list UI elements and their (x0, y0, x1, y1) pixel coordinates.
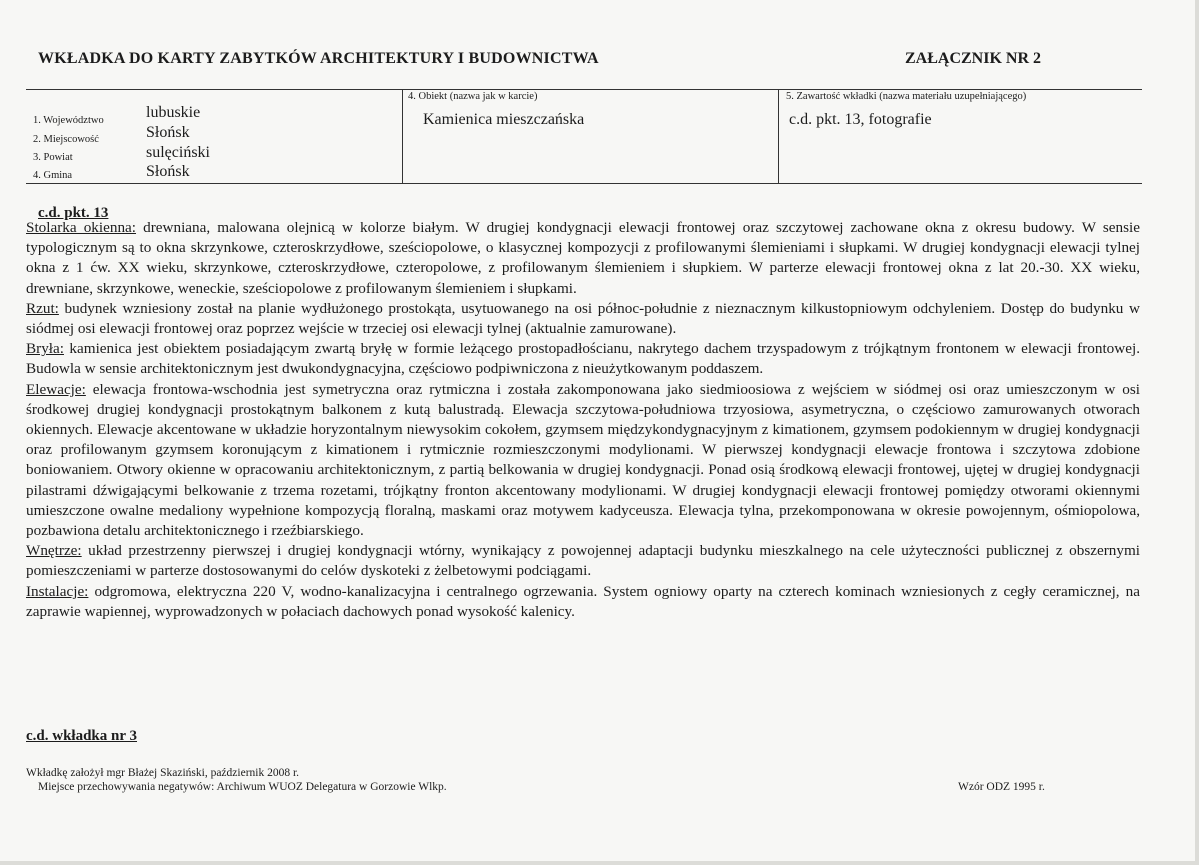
field-label-voivodeship: 1. Województwo (33, 115, 104, 126)
header-box-bottom-rule (26, 183, 1142, 184)
content-box-label: 5. Zawartość wkładki (nazwa materiału uzupełniającego) (786, 91, 1027, 102)
paragraph-heading: Wnętrze: (26, 542, 82, 560)
paragraph-text: drewniana, malowana olejnicą w kolorze białym. W drugiej kondygnacji elewacji frontowej oraz szczytowej zachowane okna z okresu budowy. W sensie typologicznym są to okna skrzynkowe, czteroskrzydłowe, sześciopolowe, o klasycznej kompozycji z profilowanymi ślemieniami i słupkami. W drugiej kondygnacji elewacji tylnej okna z 1 ćw. XX wieku, skrzynkowe, czteroskrzydłowe, czteropolowe, z profilowanym ślemieniem i słupkiem. W parterze elewacji frontowej okna z lat 20.-30. XX wieku, drewniane, skrzynkowe, weneckie, sześciopolowe z profilowanym ślemieniem i słupkami. (26, 219, 1140, 297)
paragraph-plan (26, 299, 1140, 339)
paragraph-text: elewacja frontowa-wschodnia jest symetryczna oraz rytmiczna i została zakomponowana jako siedmioosiowa z wejściem w siódmej osi oraz umieszczonym w osi środkowej drugiej kondygnacji prostokątnym balkonem z kutą balustradą. Elewacja szczytowa-południowa trzyosiowa, asymetryczna, o częściowo zamurowanych otworach okiennych. Elewacje akcentowane w układzie horyzontalnym niewysokim cokołem, gzymsem międzykondygnacyjnym z kimationem, gzymsem podokiennym w drugiej kondygnacji oraz profilowanym gzymsem koronującym z kimationem i rytmicznie rozmieszczonymi modylionami. W pierwszej kondygnacji elewacje frontowa i szczytowa zdobione boniowaniem. Otwory okienne w opracowaniu architektonicznym, z partią belkowania w drugiej kondygnacji. Ponad osią środkową elewacji frontowej, ujętej w drugiej kondygnacji pilastrami dźwigającymi belkowanie z trzema rozetami, trójkątny fronton akcentowany modylionami. W drugiej kondygnacji elewacji frontowej pomiędzy otworami okiennymi umieszczone owalne medaliony wypełnione kompozycją floralną, maskami oraz motywem kadyceusza. Elewacja tylna, przekomponowana w okresie powojennym, ośmiopolowa, pozbawiona detalu architektonicznego i rzeźbiarskiego. (26, 380, 1140, 540)
section-heading: c.d. pkt. 13 (38, 205, 109, 221)
paragraph-heading: Bryła: (26, 340, 64, 358)
header-box-divider (402, 89, 403, 184)
paragraph-heading: Elewacje: (26, 380, 86, 398)
field-label-commune: 4. Gmina (33, 170, 73, 181)
field-value-commune: Słońsk (146, 163, 190, 180)
paragraph-heading: Stolarka okienna: (26, 219, 137, 236)
paragraph-interior (26, 541, 1140, 581)
paragraph-text: układ przestrzenny pierwszej i drugiej kondygnacji wtórny, wynikający z powojennej adaptacji budynku mieszkalnego na cele użyteczności publicznej z obszernymi pomieszczeniami w parterze dostosowanymi do celów dyskoteki z żelbetowymi podciągami. (26, 542, 1140, 580)
document-title: WKŁADKA DO KARTY ZABYTKÓW ARCHITEKTURY I BUDOWNICTWA (38, 50, 599, 67)
field-label-locality: 2. Miejscowość (33, 134, 99, 145)
header-box-divider (778, 89, 779, 184)
paragraph-text: budynek wzniesiony został na planie wydłużonego prostokąta, usytuowanego na osi północ-południe z nieznacznym kilkustopniowym odchyleniem. Dostęp do budynku w siódmej osi elewacji frontowej oraz poprzez wejście w trzeciej osi elewacji tylnej (aktualnie zamurowane). (26, 299, 1140, 338)
field-value-locality: Słońsk (146, 124, 190, 141)
paragraph-heading: Rzut: (26, 299, 59, 317)
object-box-label: 4. Obiekt (nazwa jak w karcie) (408, 91, 538, 102)
description-body (26, 218, 1140, 622)
paragraph-window-joinery (26, 218, 1140, 299)
field-value-county: sulęciński (146, 144, 210, 161)
header-box-top-rule (26, 89, 1142, 90)
footer-template: Wzór ODZ 1995 r. (958, 781, 1045, 793)
paragraph-text: odgromowa, elektryczna 220 V, wodno-kanalizacyjna i centralnego ogrzewania. System ogniowy oparty na czterech kominach wzniesionych z cegły ceramicznej, na zaprawie wapiennej, wyprowadzonych w połaciach dachowych ponad wysokość kalenicy. (26, 582, 1140, 620)
field-value-voivodeship: lubuskie (146, 104, 201, 121)
paragraph-elevations (26, 380, 1140, 542)
annex-number: ZAŁĄCZNIK NR 2 (905, 50, 1042, 67)
paragraph-text: kamienica jest obiektem posiadającym zwartą bryłę w formie leżącego prostopadłościanu, nakrytego dachem trzyspadowym z trójkątnym frontonem w elewacji frontowej. Budowla w sensie architektonicznym jest dwukondygnacyjna, częściowo podpiwniczona z nieużytkowanym poddaszem. (26, 340, 1140, 378)
paragraph-installations (26, 582, 1140, 622)
footer-author: Wkładkę założył mgr Błażej Skaziński, październik 2008 r. (26, 767, 300, 779)
paragraph-heading: Instalacje: (26, 582, 89, 600)
content-box-value: c.d. pkt. 13, fotografie (789, 111, 932, 128)
scan-edge (1195, 0, 1199, 865)
scan-edge (0, 861, 1199, 865)
footer-negatives-location: Miejsce przechowywania negatywów: Archiwum WUOZ Delegatura w Gorzowie Wlkp. (38, 781, 447, 793)
continuation-heading: c.d. wkładka nr 3 (26, 728, 138, 744)
paragraph-massing (26, 339, 1140, 379)
field-label-county: 3. Powiat (33, 152, 73, 163)
object-box-value: Kamienica mieszczańska (423, 111, 585, 128)
